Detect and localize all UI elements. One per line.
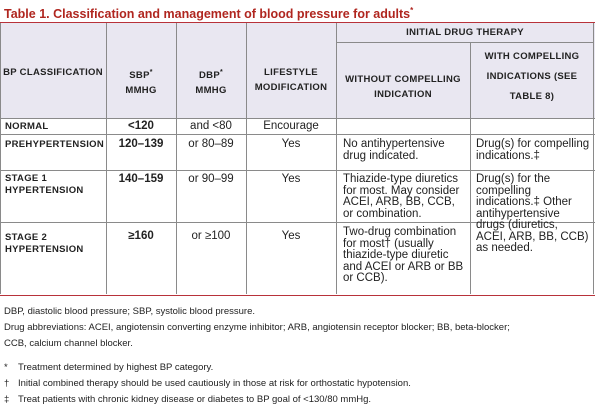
col-divider bbox=[470, 42, 471, 294]
col-divider bbox=[593, 23, 594, 294]
dbp-header bbox=[176, 65, 246, 98]
subheader-divider bbox=[336, 42, 594, 43]
col-divider bbox=[176, 23, 177, 294]
lifestyle-normal: Encourage bbox=[263, 120, 319, 132]
row-label-normal: NORMAL bbox=[5, 121, 49, 132]
col-divider bbox=[106, 23, 107, 294]
footnote-text: Treat patients with chronic kidney disease or diabetes to BP goal of <130/80 mmHg. bbox=[18, 394, 372, 405]
classification-header-text: BP CLASSIFICATION bbox=[3, 67, 103, 78]
table-notes bbox=[4, 304, 592, 408]
classification-header bbox=[0, 65, 106, 80]
abbreviations-bp: DBP, diastolic blood pressure; SBP, systolic blood pressure. bbox=[4, 306, 256, 317]
sbp-label: SBP bbox=[129, 70, 150, 82]
sbp-unit: MMHG bbox=[125, 85, 157, 97]
title-text: Table 1. Classification and management of blood pressure for adults bbox=[4, 7, 411, 22]
col-divider bbox=[336, 23, 337, 294]
dbp-normal: and <80 bbox=[190, 120, 232, 132]
without-compelling-stage-2: Two-drug combination for most† (usually thiazide-type diuretic and ACEI or ARB or BB or CCB). bbox=[343, 226, 464, 284]
footnote bbox=[4, 392, 592, 408]
footnote-mark: ‡ bbox=[4, 394, 10, 405]
footnote bbox=[4, 360, 592, 376]
abbreviations-drugs-cont: CCB, calcium channel blocker. bbox=[4, 338, 133, 349]
dbp-stage-1: or 90–99 bbox=[188, 173, 234, 185]
dbp-unit: MMHG bbox=[195, 85, 227, 97]
row-label-stage-2: STAGE 2 HYPERTENSION bbox=[5, 232, 84, 255]
sbp-mark: * bbox=[149, 69, 153, 76]
sbp-stage-2: ≥160 bbox=[128, 230, 154, 242]
sbp-normal: <120 bbox=[128, 120, 154, 132]
lifestyle-stage-1: Yes bbox=[281, 173, 301, 185]
footnote bbox=[4, 376, 592, 392]
dbp-prehypertension: or 80–89 bbox=[188, 138, 234, 150]
row-divider bbox=[0, 118, 595, 119]
without-compelling-stage-1: Thiazide-type diuretics for most. May consider ACEI, ARB, BB, CCB, or combination. bbox=[343, 173, 460, 220]
sbp-header bbox=[106, 65, 176, 98]
lifestyle-stage-2: Yes bbox=[281, 230, 301, 242]
table-title bbox=[4, 3, 591, 22]
row-divider bbox=[0, 134, 595, 135]
bp-table bbox=[0, 22, 595, 296]
row-divider bbox=[0, 170, 595, 171]
footnote-text: Initial combined therapy should be used cautiously in those at risk for orthostatic hypotension. bbox=[18, 378, 411, 389]
lifestyle-prehypertension: Yes bbox=[281, 138, 301, 150]
lifestyle-header: LIFESTYLE MODIFICATION bbox=[254, 67, 328, 93]
initial-therapy-header: INITIAL DRUG THERAPY bbox=[406, 27, 524, 38]
sbp-stage-1: 140–159 bbox=[118, 173, 164, 185]
dbp-stage-2: or ≥100 bbox=[191, 230, 231, 242]
col-divider bbox=[246, 23, 247, 294]
sbp-prehypertension: 120–139 bbox=[118, 138, 164, 150]
footnote-mark: * bbox=[4, 362, 8, 373]
with-compelling-stage: Drug(s) for the compelling indications.‡ Other antihypertensive drugs (diuretics, ACEI, ARB, BB, CCB) as needed. bbox=[476, 173, 589, 254]
abbreviations-drugs: Drug abbreviations: ACEI, angiotensin converting enzyme inhibitor; ARB, angiotensin receptor blocker; BB, beta-blocker; bbox=[4, 322, 510, 333]
dbp-label: DBP bbox=[199, 70, 220, 82]
row-label-stage-1: STAGE 1 HYPERTENSION bbox=[5, 173, 84, 196]
with-compelling-header: WITH COMPELLING INDICATIONS (SEE TABLE 8) bbox=[484, 51, 580, 102]
with-compelling-prehypertension: Drug(s) for compelling indications.‡ bbox=[476, 138, 590, 162]
col-divider bbox=[0, 23, 1, 294]
without-compelling-header: WITHOUT COMPELLING INDICATION bbox=[345, 74, 461, 100]
footnote-mark: † bbox=[4, 378, 10, 389]
without-compelling-prehypertension: No antihypertensive drug indicated. bbox=[343, 138, 445, 162]
dbp-mark: * bbox=[219, 69, 223, 76]
footnote-text: Treatment determined by highest BP category. bbox=[18, 362, 214, 373]
row-label-prehypertension: PREHYPERTENSION bbox=[5, 139, 104, 150]
title-mark: * bbox=[410, 6, 414, 15]
